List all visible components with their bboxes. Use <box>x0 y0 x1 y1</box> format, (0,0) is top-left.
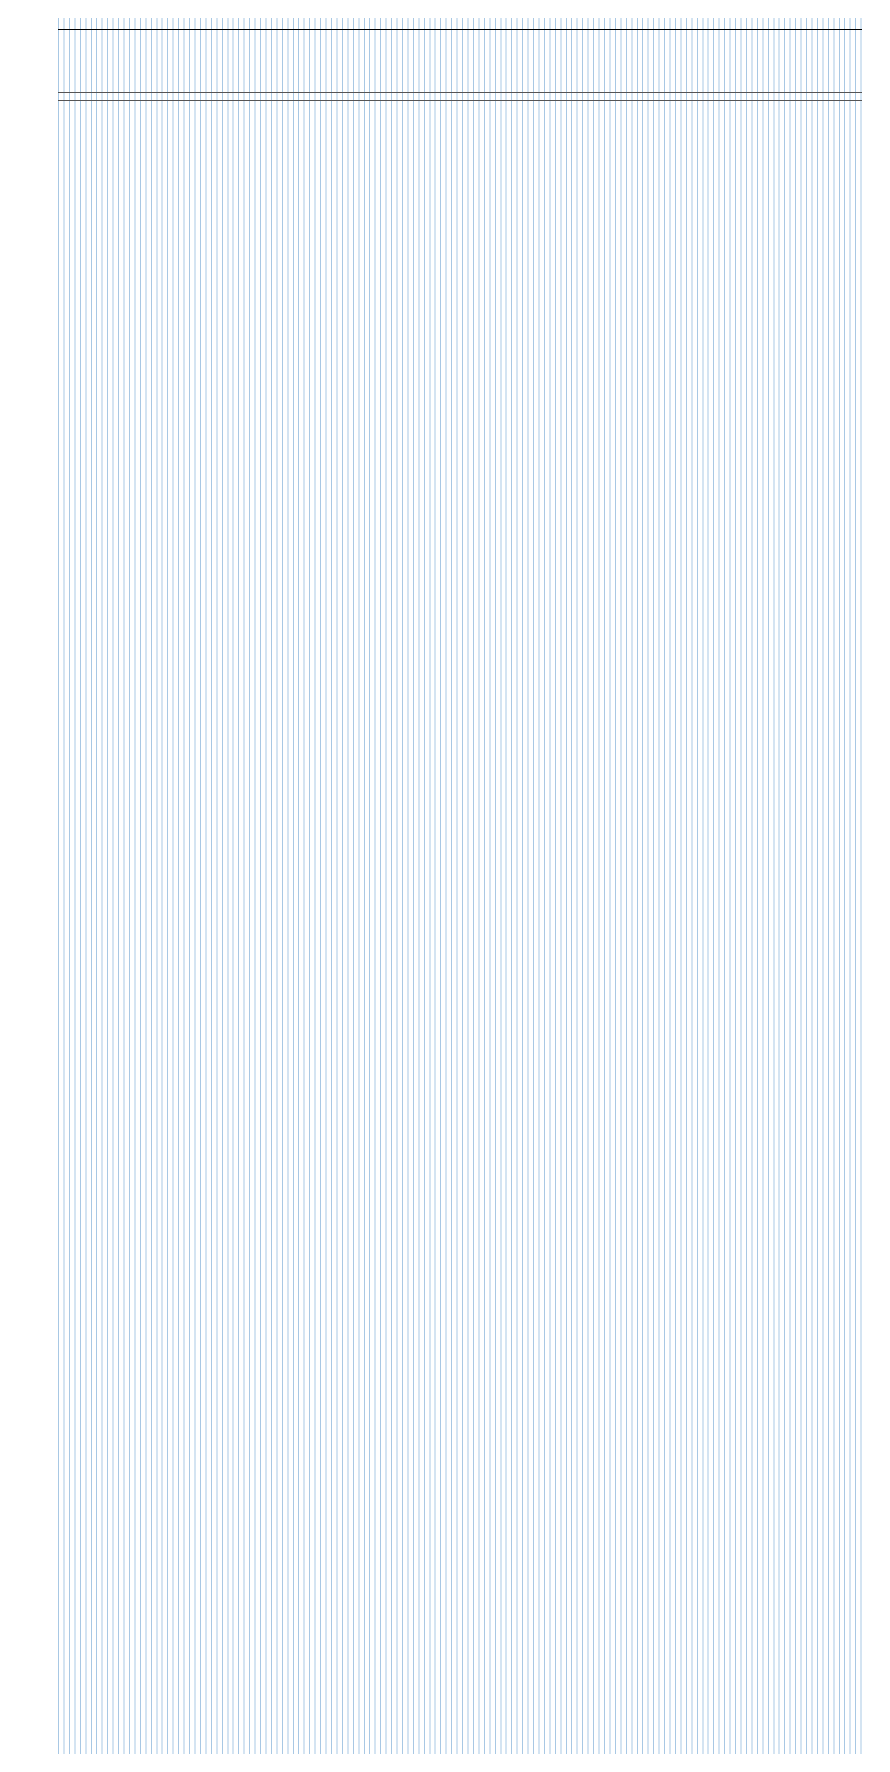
cyto-band-bottom <box>58 100 862 101</box>
cyto-band-top <box>58 92 862 93</box>
ruler-axis <box>58 29 862 30</box>
grid-lines <box>58 18 862 1754</box>
